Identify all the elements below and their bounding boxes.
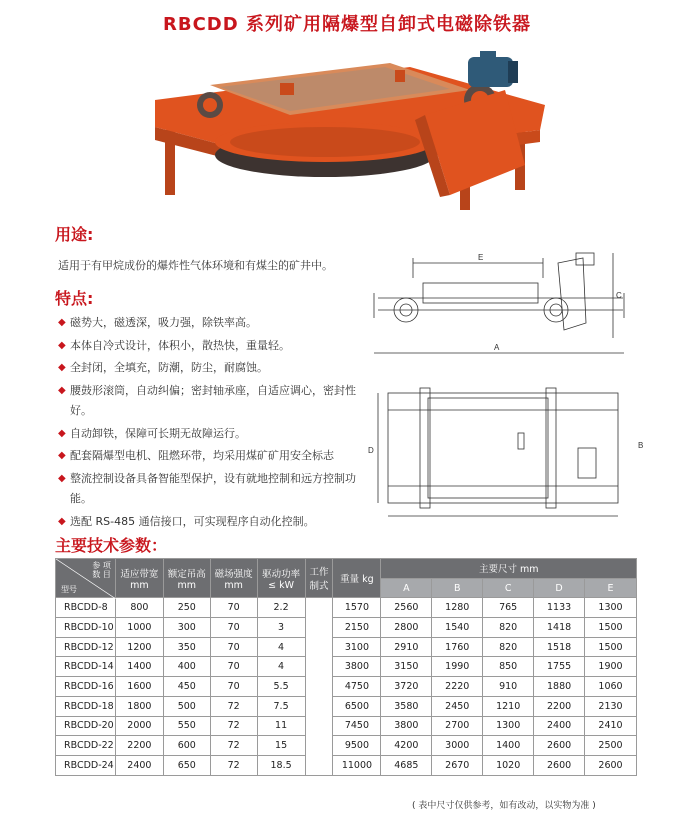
table-cell: 1880 — [534, 677, 585, 697]
table-cell: 11000 — [333, 755, 381, 775]
table-cell: 3580 — [381, 696, 432, 716]
table-cell: 350 — [163, 637, 210, 657]
table-cell: 1300 — [585, 598, 637, 618]
table-cell: 1000 — [115, 618, 163, 638]
table-cell: 9500 — [333, 736, 381, 756]
table-cell: 1800 — [115, 696, 163, 716]
table-row — [56, 598, 637, 618]
diamond-bullet-icon: ◆ — [58, 515, 66, 527]
table-cell: 2130 — [585, 696, 637, 716]
table-cell: 300 — [163, 618, 210, 638]
technical-drawing — [368, 248, 643, 530]
table-cell: 2200 — [534, 696, 585, 716]
table-cell: 72 — [210, 736, 257, 756]
table-cell: 1500 — [585, 637, 637, 657]
feature-item: ◆ 全封闭，全填充，防潮，防尘，耐腐蚀。 — [58, 358, 363, 379]
feature-item: ◆ 磁势大，磁透深，吸力强，除铁率高。 — [58, 313, 363, 334]
model-cell: RBCDD-16 — [56, 677, 116, 697]
table-cell: 2600 — [534, 736, 585, 756]
table-cell: 72 — [210, 716, 257, 736]
col-dim-d: D — [534, 578, 585, 598]
table-cell: 11 — [257, 716, 305, 736]
table-cell: 1300 — [483, 716, 534, 736]
table-cell: 850 — [483, 657, 534, 677]
table-cell: 1990 — [432, 657, 483, 677]
table-cell: 70 — [210, 657, 257, 677]
table-cell: 1900 — [585, 657, 637, 677]
table-cell: 1210 — [483, 696, 534, 716]
table-cell: 3100 — [333, 637, 381, 657]
feature-item: ◆ 选配 RS-485 通信接口，可实现程序自动化控制。 — [58, 512, 363, 533]
dim-c-label: C — [616, 291, 622, 300]
table-row — [56, 657, 637, 677]
table-cell: 1020 — [483, 755, 534, 775]
table-cell: 70 — [210, 677, 257, 697]
table-cell: 70 — [210, 618, 257, 638]
table-row — [56, 618, 637, 638]
table-cell: 4 — [257, 637, 305, 657]
col-weight: 重量 kg — [333, 559, 381, 598]
model-cell: RBCDD-10 — [56, 618, 116, 638]
model-cell: RBCDD-24 — [56, 755, 116, 775]
table-cell: 2600 — [534, 755, 585, 775]
features-heading: 特点: — [55, 289, 94, 308]
corner-item-label: 参 项 数 目 — [92, 561, 111, 579]
table-cell: 2800 — [381, 618, 432, 638]
table-cell: 650 — [163, 755, 210, 775]
model-cell: RBCDD-12 — [56, 637, 116, 657]
table-cell: 2700 — [432, 716, 483, 736]
table-row — [56, 716, 637, 736]
diamond-bullet-icon: ◆ — [58, 339, 66, 351]
table-cell: 3 — [257, 618, 305, 638]
table-cell: 4750 — [333, 677, 381, 697]
table-cell: 4685 — [381, 755, 432, 775]
table-cell: 3720 — [381, 677, 432, 697]
table-cell: 5.5 — [257, 677, 305, 697]
table-cell: 600 — [163, 736, 210, 756]
feature-item: ◆ 自动卸铁，保障可长期无故障运行。 — [58, 424, 363, 445]
dim-a-label: A — [494, 343, 500, 352]
table-cell: 2450 — [432, 696, 483, 716]
table-cell: 2560 — [381, 598, 432, 618]
table-cell: 800 — [115, 598, 163, 618]
col-width: 适应带宽 mm — [115, 559, 163, 598]
table-cell: 910 — [483, 677, 534, 697]
feature-item: ◆ 腰鼓形滚筒，自动纠偏；密封轴承座，自适应调心，密封性好。 — [58, 381, 363, 422]
col-power: 驱动功率 ≤ kW — [257, 559, 305, 598]
table-cell: 2.2 — [257, 598, 305, 618]
table-cell: 2400 — [115, 755, 163, 775]
col-dim-c: C — [483, 578, 534, 598]
table-cell: 2670 — [432, 755, 483, 775]
table-cell: 3000 — [432, 736, 483, 756]
table-cell: 4200 — [381, 736, 432, 756]
diamond-bullet-icon: ◆ — [58, 384, 66, 396]
diamond-bullet-icon: ◆ — [58, 362, 66, 373]
table-row — [56, 696, 637, 716]
table-cell: 3800 — [381, 716, 432, 736]
features-list — [58, 313, 363, 534]
model-cell: RBCDD-22 — [56, 736, 116, 756]
col-dims: 主要尺寸 mm — [381, 559, 637, 579]
col-dim-e: E — [585, 578, 637, 598]
table-cell: 3150 — [381, 657, 432, 677]
usage-text: 适用于有甲烷成份的爆炸性气体环境和有煤尘的矿井中。 — [58, 259, 333, 272]
table-cell: 1400 — [115, 657, 163, 677]
usage-heading: 用途: — [55, 225, 94, 244]
diamond-bullet-icon: ◆ — [58, 317, 66, 328]
model-cell: RBCDD-18 — [56, 696, 116, 716]
table-cell: 1060 — [585, 677, 637, 697]
table-cell: 1760 — [432, 637, 483, 657]
feature-item: ◆ 配套隔爆型电机、阻燃环带，均采用煤矿矿用安全标志 — [58, 446, 363, 467]
diamond-bullet-icon: ◆ — [58, 427, 66, 439]
table-cell: 1600 — [115, 677, 163, 697]
col-field: 磁场强度 mm — [210, 559, 257, 598]
table-cell: 820 — [483, 618, 534, 638]
product-photo — [150, 45, 550, 220]
table-cell: 1400 — [483, 736, 534, 756]
table-cell: 1500 — [585, 618, 637, 638]
table-cell: 2000 — [115, 716, 163, 736]
footnote: ( 表中尺寸仅供参考，如有改动，以实物为准 ) — [412, 801, 596, 811]
col-dim-b: B — [432, 578, 483, 598]
table-cell: 2410 — [585, 716, 637, 736]
table-cell: 1540 — [432, 618, 483, 638]
params-heading: 主要技术参数： — [55, 536, 168, 555]
corner-header — [56, 559, 116, 598]
table-cell: 3800 — [333, 657, 381, 677]
col-mode: 工作制式 — [305, 559, 333, 598]
table-cell: 2500 — [585, 736, 637, 756]
table-cell: 7450 — [333, 716, 381, 736]
table-cell: 1200 — [115, 637, 163, 657]
table-cell: 2400 — [534, 716, 585, 736]
table-cell: 1570 — [333, 598, 381, 618]
col-dim-a: A — [381, 578, 432, 598]
table-cell: 1755 — [534, 657, 585, 677]
table-cell: 2220 — [432, 677, 483, 697]
table-row — [56, 677, 637, 697]
model-cell: RBCDD-8 — [56, 598, 116, 618]
mode-cell — [305, 598, 333, 775]
dim-d-label: D — [368, 446, 374, 455]
feature-item: ◆ 本体自冷式设计，体积小，散热快，重量轻。 — [58, 336, 363, 357]
parameter-table — [55, 558, 637, 776]
table-cell: 7.5 — [257, 696, 305, 716]
table-cell: 250 — [163, 598, 210, 618]
model-cell: RBCDD-14 — [56, 657, 116, 677]
table-row — [56, 755, 637, 775]
table-cell: 450 — [163, 677, 210, 697]
table-cell: 15 — [257, 736, 305, 756]
table-cell: 18.5 — [257, 755, 305, 775]
col-hang: 额定吊高 mm — [163, 559, 210, 598]
table-cell: 1418 — [534, 618, 585, 638]
table-row — [56, 736, 637, 756]
table-cell: 1133 — [534, 598, 585, 618]
table-cell: 2150 — [333, 618, 381, 638]
table-cell: 500 — [163, 696, 210, 716]
table-cell: 2600 — [585, 755, 637, 775]
table-cell: 4 — [257, 657, 305, 677]
page-title: RBCDD 系列矿用隔爆型自卸式电磁除铁器 — [163, 14, 531, 35]
model-cell: RBCDD-20 — [56, 716, 116, 736]
table-cell: 550 — [163, 716, 210, 736]
diamond-bullet-icon: ◆ — [58, 450, 66, 461]
table-cell: 1518 — [534, 637, 585, 657]
table-cell: 72 — [210, 755, 257, 775]
table-cell: 2910 — [381, 637, 432, 657]
diamond-bullet-icon: ◆ — [58, 472, 66, 484]
table-cell: 820 — [483, 637, 534, 657]
table-cell: 400 — [163, 657, 210, 677]
table-cell: 2200 — [115, 736, 163, 756]
dim-e-label: E — [478, 253, 484, 262]
corner-model-label: 型号 — [61, 585, 77, 595]
table-cell: 1280 — [432, 598, 483, 618]
table-cell: 72 — [210, 696, 257, 716]
table-row — [56, 637, 637, 657]
table-cell: 765 — [483, 598, 534, 618]
table-cell: 6500 — [333, 696, 381, 716]
dim-b-label: B — [638, 441, 643, 450]
feature-item: ◆ 整流控制设备具备智能型保护，设有就地控制和远方控制功能。 — [58, 469, 363, 510]
table-cell: 70 — [210, 598, 257, 618]
table-cell: 70 — [210, 637, 257, 657]
